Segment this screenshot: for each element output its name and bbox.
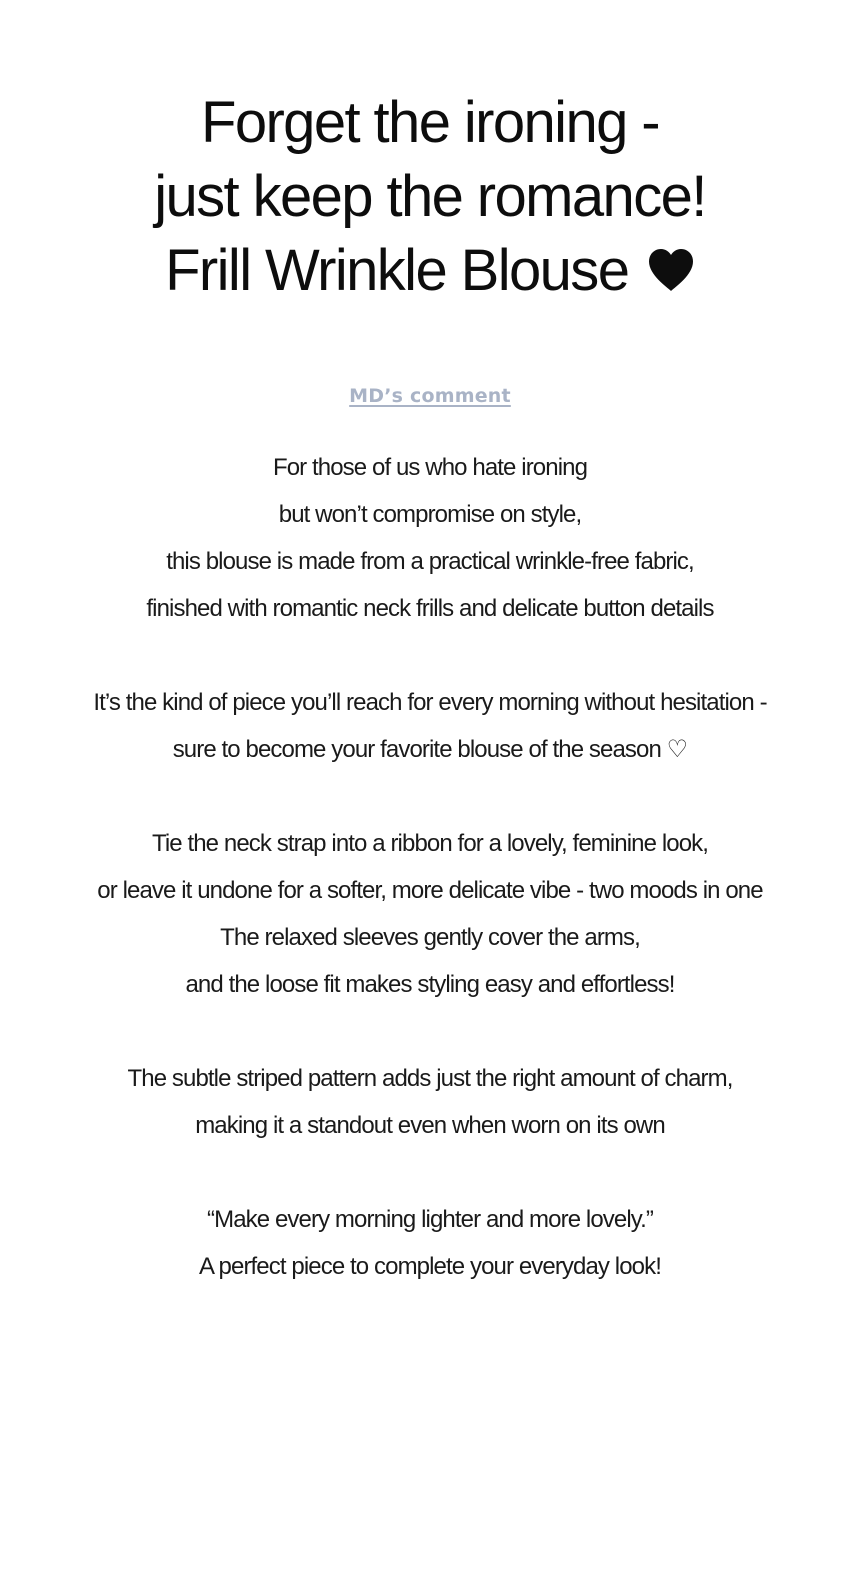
paragraph-line: and the loose fit makes styling easy and effortless! bbox=[185, 971, 675, 998]
md-comment-label: MD’s comment bbox=[349, 385, 511, 407]
paragraph-1 bbox=[0, 444, 860, 632]
paragraph-line: The relaxed sleeves gently cover the arms, bbox=[220, 924, 640, 951]
paragraph-line: The subtle striped pattern adds just the right amount of charm, bbox=[127, 1065, 733, 1092]
headline-line-2: just keep the romance! bbox=[154, 164, 706, 229]
paragraph-5 bbox=[0, 1196, 860, 1290]
paragraph-line: A perfect piece to complete your everyday look! bbox=[199, 1253, 661, 1280]
headline-line-1: Forget the ironing - bbox=[200, 90, 660, 155]
paragraph-line: making it a standout even when worn on its own bbox=[195, 1112, 665, 1139]
md-comment-body bbox=[0, 444, 860, 1337]
headline-line-3 bbox=[0, 234, 860, 308]
heart-icon bbox=[647, 248, 695, 292]
paragraph-3 bbox=[0, 820, 860, 1008]
headline bbox=[0, 86, 860, 308]
paragraph-line: or leave it undone for a softer, more delicate vibe - two moods in one bbox=[97, 877, 763, 904]
headline-line-3-text: Frill Wrinkle Blouse bbox=[165, 238, 629, 303]
paragraph-line: sure to become your favorite blouse of the season ♡ bbox=[172, 736, 688, 763]
paragraph-line: For those of us who hate ironing bbox=[272, 454, 588, 481]
paragraph-line: but won’t compromise on style, bbox=[278, 501, 582, 528]
paragraph-2 bbox=[0, 679, 860, 773]
paragraph-line: Tie the neck strap into a ribbon for a lovely, feminine look, bbox=[151, 830, 709, 857]
paragraph-4 bbox=[0, 1055, 860, 1149]
paragraph-line: finished with romantic neck frills and delicate button details bbox=[146, 595, 714, 622]
paragraph-line: this blouse is made from a practical wrinkle-free fabric, bbox=[166, 548, 694, 575]
paragraph-line: “Make every morning lighter and more lovely.” bbox=[207, 1206, 653, 1233]
paragraph-line: It’s the kind of piece you’ll reach for every morning without hesitation - bbox=[93, 689, 767, 716]
